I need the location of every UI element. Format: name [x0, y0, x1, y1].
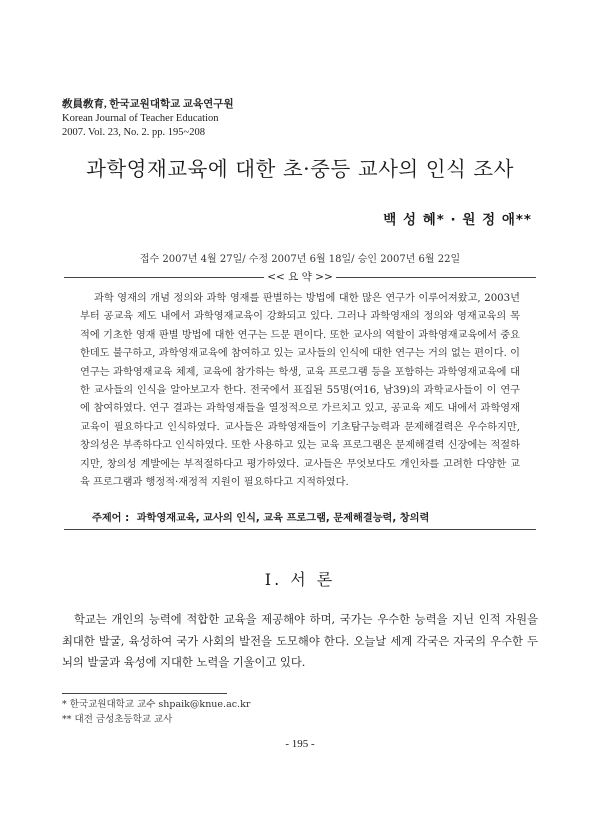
footnote-divider: [62, 693, 227, 694]
keywords-label: 주제어 :: [92, 513, 130, 524]
journal-english-name: Korean Journal of Teacher Education: [62, 113, 219, 124]
summary-label: << 요 약 >>: [267, 271, 333, 283]
journal-name: 敎員敎育, 한국교원대학교 교육연구원: [62, 99, 234, 110]
abstract-block: [80, 290, 520, 492]
footnote-author-2: ** 대전 금성초등학교 교사: [62, 714, 173, 725]
author-names: 백 성 혜* · 원 정 애**: [383, 212, 532, 228]
keywords-divider: [64, 529, 536, 530]
page-number: - 195 -: [285, 738, 315, 750]
introduction-body: [62, 609, 538, 674]
paper-title: 과학영재교육에 대한 초·중등 교사의 인식 조사: [86, 157, 514, 181]
journal-header: [62, 98, 234, 140]
introduction-paragraph: 학교는 개인의 능력에 적합한 교육을 제공해야 하며, 국가는 우수한 능력을 지닌 인적 자원을 최대한 발굴, 육성하여 국가 사회의 발전을 도모해야 한다. 오늘날 세계 각국은 자국의 우수한 두뇌의 발굴과 육성에 지대한 노력을 기울이고 있다.: [62, 613, 538, 669]
submission-dates: 접수 2007년 4월 27일/ 수정 2007년 6월 18일/ 승인 2007년 6월 22일: [139, 254, 461, 265]
keywords-value: 과학영재교육, 교사의 인식, 교육 프로그램, 문제해결능력, 창의력: [136, 513, 430, 524]
footnote-author-1: * 한국교원대학교 교수 shpaik@knue.ac.kr: [62, 699, 251, 710]
footnotes: [62, 697, 250, 727]
summary-rule-right: [336, 277, 536, 278]
journal-volume-info: 2007. Vol. 23, No. 2. pp. 195~208: [62, 127, 205, 138]
summary-heading: [64, 270, 536, 284]
section-heading-introduction: Ⅰ. 서 론: [264, 570, 336, 589]
keywords-line: [92, 509, 429, 524]
abstract-text: 과학 영재의 개념 정의와 과학 영재를 판별하는 방법에 대한 많은 연구가 이루어져왔고, 2003년부터 공교육 제도 내에서 과학영재교육이 강화되고 있다. 그러나 과학영재의 정의와 영재교육의 목적에 기초한 영재 판별 방법에 대한 연구는 드문 편이다. 또한 교사의 역할이 과학영재교육에서 중요한데도 불구하고, 과학영재교육에 참여하고 있는 교사들의 인식에 대한 연구는 거의 없는 편이다. 이 연구는 과학영재교육 체제, 교육에 참가하는 학생, 교육 프로그램 등을 포함하는 과학영재교육에 대한 교사들의 인식을 알아보고자 한다. 전국에서 표집된 55명(여16, 남39)의 과학교사들이 이 연구에 참여하였다. 연구 결과는 과학영재들을 열정적으로 가르치고 있고, 공교육 제도 내에서 과학영재교육이 필요하다고 인식하였다. 교사들은 과학영재들이 기초탐구능력과 문제해결력은 우수하지만, 창의성은 부족하다고 인식하였다. 또한 사용하고 있는 교육 프로그램은 문제해결력 신장에는 적절하지만, 창의성 계발에는 부적절하다고 평가하였다. 교사들은 무엇보다도 개인차를 고려한 다양한 교육 프로그램과 행정적·재정적 지원이 필요하다고 지적하였다.: [80, 293, 520, 489]
